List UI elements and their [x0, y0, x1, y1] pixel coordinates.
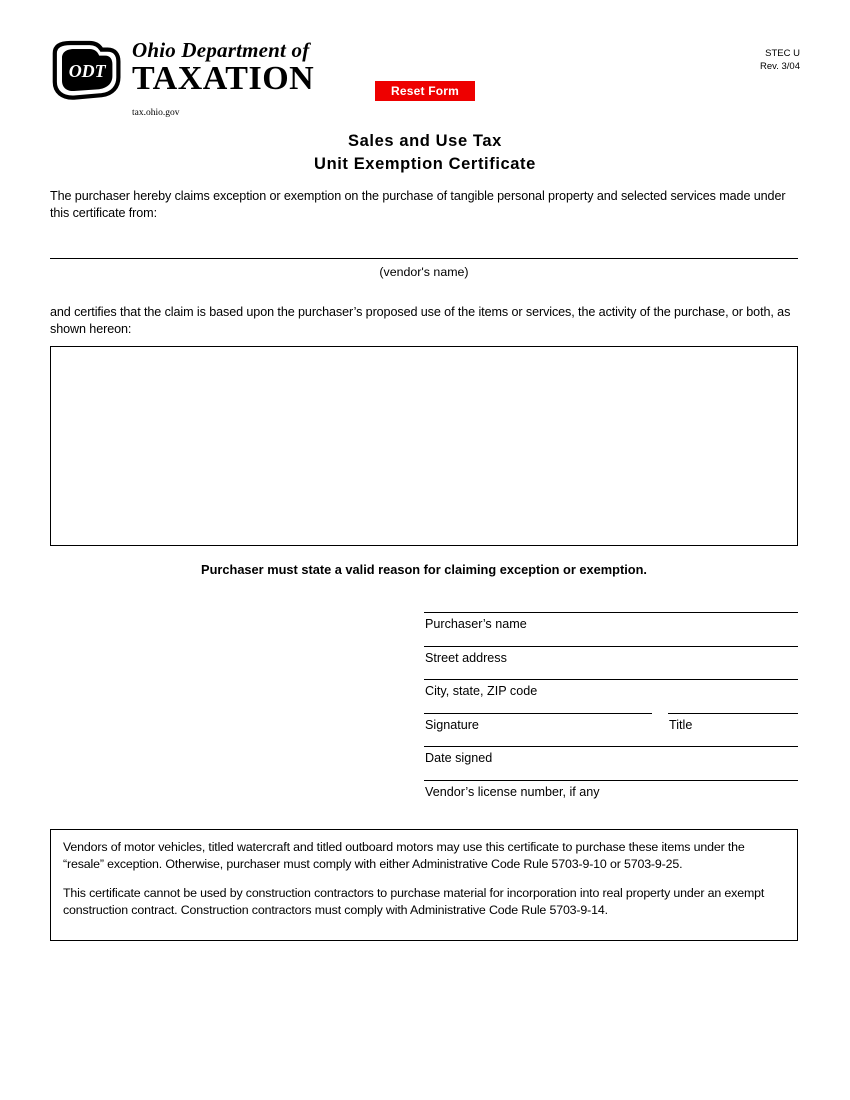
vendor-name-rule: [50, 258, 798, 259]
form-code: STEC U: [765, 48, 800, 59]
title-input[interactable]: [668, 696, 800, 712]
date-signed-rule: [424, 746, 798, 747]
signature-input[interactable]: [424, 696, 654, 712]
title-rule: [668, 713, 798, 714]
street-address-label: Street address: [425, 650, 507, 665]
city-state-zip-label: City, state, ZIP code: [425, 684, 538, 698]
street-address-input[interactable]: [424, 629, 800, 645]
svg-text:ODT: ODT: [68, 61, 106, 82]
vendor-license-input[interactable]: [424, 763, 800, 779]
form-identifier: [760, 47, 800, 73]
certifies-paragraph: and certifies that the claim is based upon the purchaser’s proposed use of the items or services, the activity of the purchase, or both, as shown hereon:: [50, 305, 791, 336]
signature-label: Signature: [425, 717, 479, 732]
exemption-reason-textarea[interactable]: [50, 346, 798, 546]
agency-logo: [50, 40, 314, 100]
title-label: Title: [669, 717, 693, 732]
reset-form-button[interactable]: Reset Form: [375, 81, 475, 101]
dept-name-line1: Ohio Department of: [132, 38, 310, 62]
dept-name-line2: TAXATION: [132, 60, 315, 97]
vendor-license-label: Vendor’s license number, if any: [425, 784, 600, 799]
agency-website: tax.ohio.gov: [132, 108, 180, 118]
footer-notice-box: [50, 829, 798, 941]
odt-ohio-outline-logo-icon: [50, 40, 122, 100]
reason-required-note: Purchaser must state a valid reason for claiming exception or exemption.: [201, 562, 647, 577]
page-title: [50, 130, 800, 176]
signature-rule: [424, 713, 652, 714]
purchaser-fields: [424, 612, 798, 813]
intro-paragraph: The purchaser hereby claims exception or exemption on the purchase of tangible personal property and selected services made under this certificate from:: [50, 189, 786, 220]
date-signed-input[interactable]: [424, 729, 800, 745]
purchaser-name-input[interactable]: [424, 595, 800, 611]
purchaser-name-rule: [424, 612, 798, 613]
page-title-line2: Unit Exemption Certificate: [314, 155, 536, 173]
purchaser-name-label: Purchaser’s name: [425, 617, 527, 631]
vendor-name-input[interactable]: [50, 241, 798, 257]
vendor-license-row: [424, 780, 798, 814]
city-state-zip-input[interactable]: [424, 662, 800, 678]
form-revision: Rev. 3/04: [760, 61, 800, 72]
vendor-name-caption: (vendor's name): [379, 265, 469, 279]
city-state-zip-rule: [424, 679, 798, 680]
page-header: [50, 40, 800, 130]
vendor-license-rule: [424, 780, 798, 781]
street-address-rule: [424, 646, 798, 647]
date-signed-label: Date signed: [425, 751, 493, 765]
notice-paragraph-2: This certificate cannot be used by construction contractors to purchase material for incorporation into real property under an exempt construction contract. Construction contractors must comply with Administrative Code Rule 5703-9-14.: [63, 886, 765, 917]
notice-paragraph-1: Vendors of motor vehicles, titled watercraft and titled outboard motors may use this certificate to purchase these items under the “resale” exception. Otherwise, purchaser must comply with either Administrative Code Rule 5703-9-10 or 5703-9-25.: [63, 840, 745, 871]
page-title-line1: Sales and Use Tax: [348, 132, 502, 150]
